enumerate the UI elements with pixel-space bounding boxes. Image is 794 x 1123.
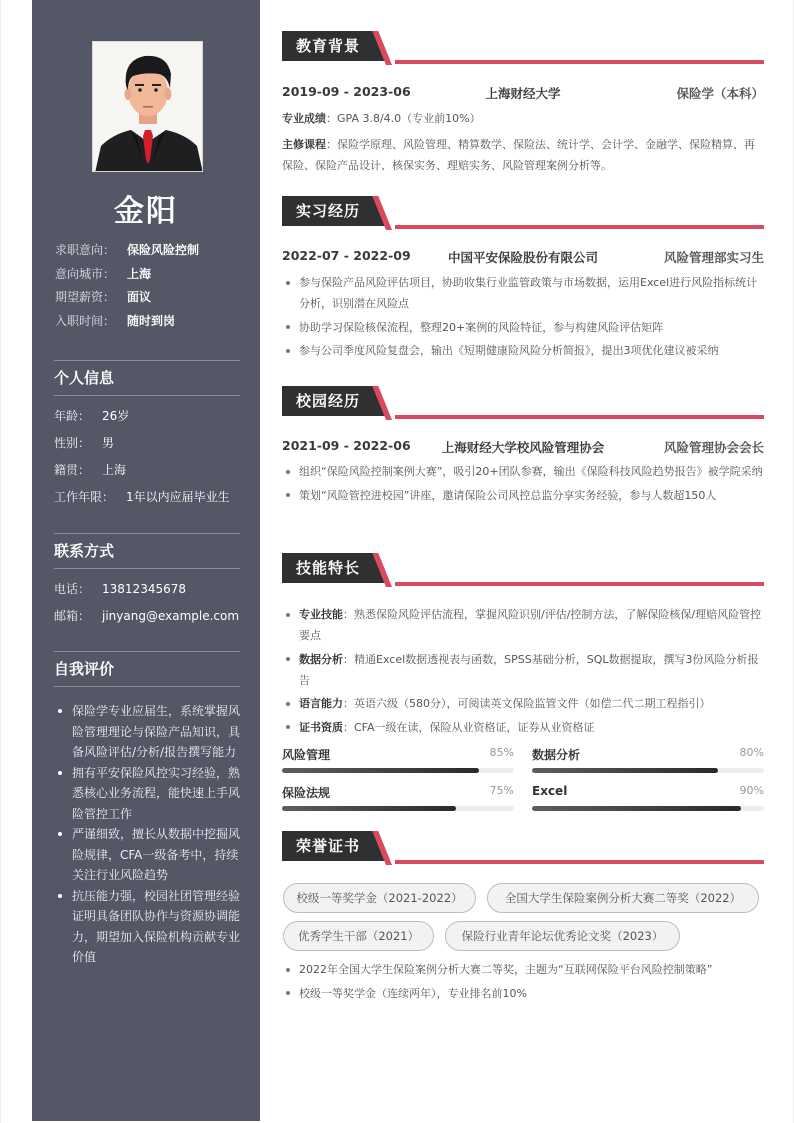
honor-pill: 保险行业青年论坛优秀论文奖（2023） — [445, 921, 680, 951]
list-item: 策划“风险管控进校园”讲座，邀请保险公司风控总监分享实务经验，参与人数超150人 — [282, 485, 764, 506]
self-evaluation-section — [54, 651, 240, 968]
skill-bar-insurance-law — [282, 784, 514, 816]
campus-entry-header — [282, 438, 764, 456]
section-title: 教育背景 — [296, 37, 361, 55]
info-value: 男 — [102, 436, 115, 450]
gpa-label: 专业成绩 — [282, 112, 326, 125]
progress-fill — [282, 806, 456, 811]
accent-underline — [395, 860, 764, 864]
list-item: 校级一等奖学金（连续两年），专业排名前10% — [282, 983, 764, 1004]
info-value: 上海 — [102, 463, 127, 477]
skill-text: ：CFA一级在读，保险从业资格证，证券从业资格证 — [343, 720, 595, 734]
sidebar — [32, 0, 260, 1121]
skill-bar-percent: 75% — [489, 784, 514, 797]
skill-bar-excel — [532, 784, 764, 816]
profile-photo — [92, 41, 203, 172]
courses-value: ：保险学原理、风险管理、精算数学、保险法、统计学、会计学、金融学、保险精算、再保险、保险产品设计、核保实务、理赔实务、风险管理案例分析等。 — [282, 138, 755, 172]
degree: 保险学（本科） — [676, 86, 764, 101]
skill-label: 数据分析 — [299, 652, 343, 666]
intent-value: 上海 — [127, 266, 152, 281]
info-value: 26岁 — [102, 409, 130, 423]
education-entry-header — [282, 84, 764, 102]
intent-label: 求职意向： — [55, 243, 116, 258]
list-item — [282, 649, 764, 691]
section-header-education — [282, 31, 764, 61]
section-title: 联系方式 — [54, 542, 115, 560]
info-label: 籍贯： — [54, 463, 91, 477]
honor-pill: 全国大学生保险案例分析大赛二等奖（2022） — [487, 883, 759, 913]
gpa-value: ：GPA 3.8/4.0（专业前10%） — [326, 112, 481, 125]
skill-bar-label: 保险法规 — [282, 786, 331, 800]
gpa-line — [282, 108, 764, 129]
section-title: 校园经历 — [296, 392, 361, 410]
section-header-skills — [282, 553, 764, 583]
list-item: 参与公司季度风险复盘会，输出《短期健康险风险分析简报》，提出3项优化建议被采纳 — [282, 340, 764, 361]
skill-bar-label: 数据分析 — [532, 748, 581, 762]
list-item: 严谨细致，擅长从数据中挖掘风险规律，CFA一级备考中，持续关注行业风险趋势 — [54, 824, 240, 886]
section-title: 个人信息 — [54, 369, 115, 387]
divider — [54, 686, 240, 687]
self-evaluation-list — [54, 701, 240, 968]
internship-bullets — [282, 272, 764, 364]
period: 2019-09 - 2023-06 — [282, 84, 411, 99]
intent-label: 期望薪资： — [55, 290, 116, 305]
candidate-name: 金阳 — [114, 194, 178, 229]
list-item: 抗压能力强，校园社团管理经验证明具备团队协作与资源协调能力，期望加入保险机构贡献专业价值 — [54, 886, 240, 968]
period: 2022-07 - 2022-09 — [282, 248, 411, 263]
skill-bar-data-analysis — [532, 746, 764, 778]
intent-row-start — [55, 309, 245, 333]
accent-underline — [395, 415, 764, 419]
info-age — [54, 402, 240, 429]
skill-bar-risk-management — [282, 746, 514, 778]
accent-underline — [395, 60, 764, 64]
honor-pill: 校级一等奖学金（2021-2022） — [283, 883, 476, 913]
progress-fill — [532, 806, 741, 811]
intent-label: 入职时间： — [55, 313, 116, 328]
list-item: 协助学习保险核保流程，整理20+案例的风险特征，参与构建风险评估矩阵 — [282, 317, 764, 338]
phone-value: 13812345678 — [102, 581, 186, 596]
info-gender — [54, 429, 240, 456]
intent-label: 意向城市： — [55, 266, 116, 281]
info-label: 性别： — [54, 436, 91, 450]
list-item: 参与保险产品风险评估项目，协助收集行业监管政策与市场数据，运用Excel进行风险指标统计分析，识别潜在风险点 — [282, 272, 764, 314]
progress-fill — [282, 768, 479, 773]
list-item — [282, 717, 764, 738]
section-header-honors — [282, 831, 764, 861]
intent-value: 保险风险控制 — [127, 243, 200, 258]
contact-label: 电话： — [54, 582, 91, 596]
skill-bar-label: Excel — [532, 784, 568, 798]
honors-bullets — [282, 959, 764, 1006]
section-title: 荣誉证书 — [296, 837, 361, 855]
intent-row-position — [55, 238, 245, 262]
section-title: 自我评价 — [54, 660, 115, 678]
role: 风险管理部实习生 — [663, 250, 764, 265]
info-value: 1年以内应届毕业生 — [126, 490, 230, 504]
contact-label: 邮箱： — [54, 609, 91, 623]
internship-entry-header — [282, 248, 764, 266]
skill-text: ：英语六级（580分），可阅读英文保险监管文件（如偿二代二期工程指引） — [343, 697, 711, 710]
accent-underline — [395, 225, 764, 229]
intent-row-salary — [55, 285, 245, 309]
avatar-illustration-icon — [93, 42, 203, 172]
email-value[interactable]: jinyang@example.com — [102, 608, 240, 623]
progress-track — [532, 806, 764, 811]
list-item: 保险学专业应届生，系统掌握风险管理理论与保险产品知识，具备风险评估/分析/报告撰写能力 — [54, 701, 240, 763]
company-name: 中国平安保险股份有限公司 — [447, 250, 598, 265]
list-item — [282, 693, 764, 714]
skill-label: 专业技能 — [299, 608, 343, 621]
skill-text: ：熟悉保险风险评估流程，掌握风险识别/评估/控制方法，了解保险核保/理赔风险管控要点 — [299, 608, 762, 642]
role: 风险管理协会会长 — [663, 440, 764, 455]
job-intent-list — [55, 238, 245, 332]
skill-bar-percent: 85% — [489, 746, 514, 759]
section-title: 技能特长 — [296, 559, 361, 577]
skill-bar-label: 风险管理 — [282, 748, 331, 762]
progress-track — [532, 768, 764, 773]
contact-phone — [54, 575, 240, 602]
info-experience — [54, 483, 240, 510]
skill-text: ：精通Excel数据透视表与函数，SPSS基础分析，SQL数据提取，撰写3份风险分析报告 — [299, 652, 759, 687]
skill-label: 语言能力 — [299, 697, 343, 710]
courses-line — [282, 134, 764, 176]
honor-pill: 优秀学生干部（2021） — [283, 921, 434, 951]
progress-fill — [532, 768, 718, 773]
contact-email — [54, 602, 240, 629]
intent-value: 面议 — [127, 290, 152, 305]
info-label: 年龄： — [54, 409, 91, 423]
courses-label: 主修课程 — [282, 138, 326, 151]
skill-label: 证书资质 — [299, 720, 343, 734]
list-item — [282, 604, 764, 646]
organization-name: 上海财经大学校风险管理协会 — [441, 440, 605, 455]
section-header-internship — [282, 196, 764, 226]
school-name: 上海财经大学 — [485, 86, 561, 101]
skill-bar-percent: 80% — [739, 746, 764, 759]
campus-bullets — [282, 461, 764, 508]
contact-section — [54, 533, 240, 629]
progress-track — [282, 768, 514, 773]
intent-row-city — [55, 262, 245, 286]
list-item: 拥有平安保险风控实习经验，熟悉核心业务流程，能快速上手风险管控工作 — [54, 763, 240, 825]
info-label: 工作年限： — [54, 490, 115, 504]
list-item: 2022年全国大学生保险案例分析大赛二等奖，主题为“互联网保险平台风险控制策略” — [282, 959, 764, 980]
intent-value: 随时到岗 — [127, 313, 176, 328]
section-title: 实习经历 — [296, 202, 361, 220]
section-header-campus — [282, 386, 764, 416]
progress-track — [282, 806, 514, 811]
skill-bar-percent: 90% — [739, 784, 764, 797]
skills-bullets — [282, 604, 764, 740]
personal-info-section — [54, 360, 240, 510]
period: 2021-09 - 2022-06 — [282, 438, 411, 453]
list-item: 组织“保险风险控制案例大赛”，吸引20+团队参赛，输出《保险科技风险趋势报告》被学院采纳 — [282, 461, 764, 482]
accent-underline — [395, 582, 764, 586]
info-hometown — [54, 456, 240, 483]
